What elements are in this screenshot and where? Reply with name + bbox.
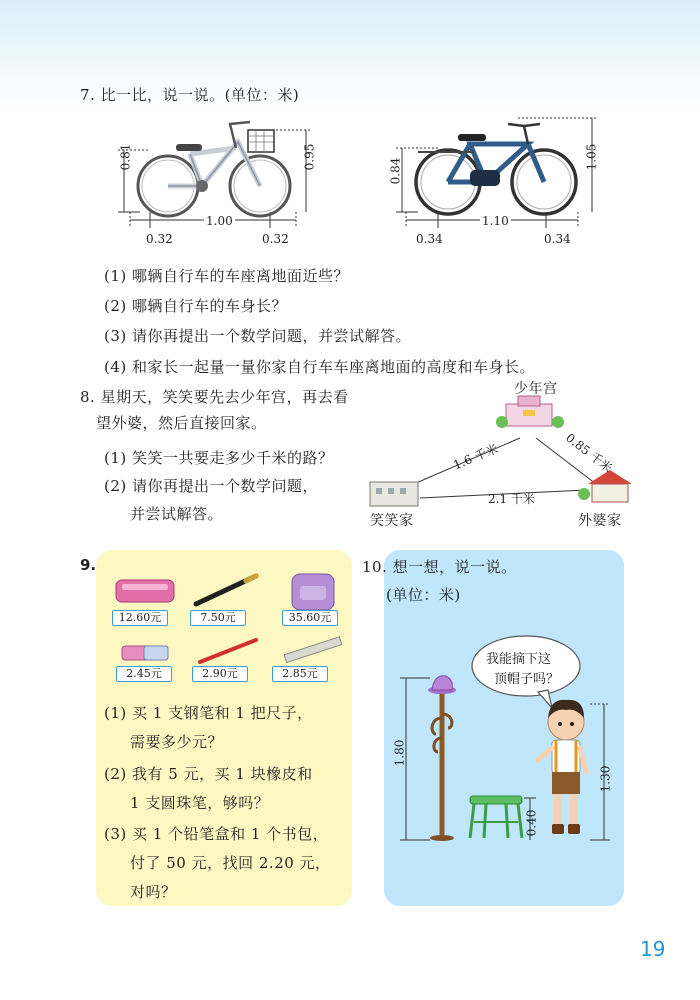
- q9-question-2-cont: 1 支圆珠笔，够吗？: [130, 794, 270, 812]
- bike1-wheelbase-label: 1.00: [206, 214, 233, 228]
- bike2-right-label: 0.34: [544, 232, 571, 246]
- speech-line-1: 我能摘下这: [486, 652, 552, 667]
- rack-height-label: 1.80: [392, 739, 407, 767]
- distance-home-grandma: 2.1 千米: [488, 492, 535, 506]
- q9-question-2: (2) 我有 5 元，买 1 块橡皮和: [104, 765, 313, 783]
- boy-height-label: 1.30: [598, 765, 613, 793]
- price-pen: 7.50元: [190, 610, 246, 626]
- place-grandma-label: 外婆家: [578, 513, 622, 529]
- q10-scene: [390, 668, 620, 848]
- bike1-left-label: 0.32: [146, 232, 173, 246]
- bike1-seat-height-label: 0.95: [302, 143, 317, 171]
- price-ballpoint-pen: 2.90元: [192, 666, 248, 682]
- q8-text-line1: 8. 星期天，笑笑要先去少年宫，再去看: [80, 388, 349, 406]
- bike2-wheelbase-label: 1.10: [482, 214, 509, 228]
- place-home-label: 笑笑家: [370, 513, 414, 529]
- q9-number: 9.: [80, 556, 97, 574]
- price-eraser: 2.45元: [116, 666, 172, 682]
- place-palace-label: 少年宫: [514, 381, 558, 397]
- q9-products-row2: [112, 636, 352, 668]
- q9-question-3-cont2: 对吗？: [130, 883, 177, 901]
- q8-question-2: (2) 请你再提出一个数学问题，: [104, 477, 319, 495]
- q7-question-1: (1) 哪辆自行车的车座离地面近些？: [104, 267, 350, 285]
- price-schoolbag: 35.60元: [282, 610, 338, 626]
- q9-question-3-cont1: 付了 50 元，找回 2.20 元，: [130, 854, 331, 872]
- price-pencil-case: 12.60元: [112, 610, 168, 626]
- q9-question-1: (1) 买 1 支钢笔和 1 把尺子，: [104, 704, 313, 722]
- q8-text-line2: 望外婆，然后直接回家。: [96, 414, 267, 432]
- q7-title: 7. 比一比，说一说。(单位：米): [80, 86, 300, 104]
- stool-height-label: 0.40: [524, 809, 539, 837]
- bike1-right-label: 0.32: [262, 232, 289, 246]
- distance-home-palace: 1.6 千米: [451, 441, 501, 473]
- bike1-height-label: 0.81: [118, 143, 133, 171]
- speech-line-2: 顶帽子吗？: [494, 672, 560, 687]
- q8-question-2-cont: 并尝试解答。: [130, 505, 224, 523]
- q10-title: 10. 想一想，说一说。: [362, 558, 517, 576]
- page-number: 19: [640, 937, 666, 961]
- q7-question-2: (2) 哪辆自行车的车身长？: [104, 297, 288, 315]
- q10-unit: (单位：米): [386, 586, 461, 604]
- q8-question-1: (1) 笑笑一共要走多少千米的路？: [104, 449, 334, 467]
- q9-question-3: (3) 买 1 个铅笔盒和 1 个书包，: [104, 825, 329, 843]
- distance-palace-grandma: 0.85 千米: [563, 430, 615, 476]
- bike2-seat-height-label: 1.05: [584, 143, 599, 171]
- bike2-height-label: 0.84: [388, 157, 403, 185]
- q7-question-4: (4) 和家长一起量一量你家自行车车座离地面的高度和车身长。: [104, 358, 536, 376]
- q9-question-1-cont: 需要多少元？: [130, 733, 224, 751]
- q7-question-3: (3) 请你再提出一个数学问题，并尝试解答。: [104, 327, 412, 345]
- bike2-left-label: 0.34: [416, 232, 443, 246]
- price-ruler: 2.85元: [272, 666, 328, 682]
